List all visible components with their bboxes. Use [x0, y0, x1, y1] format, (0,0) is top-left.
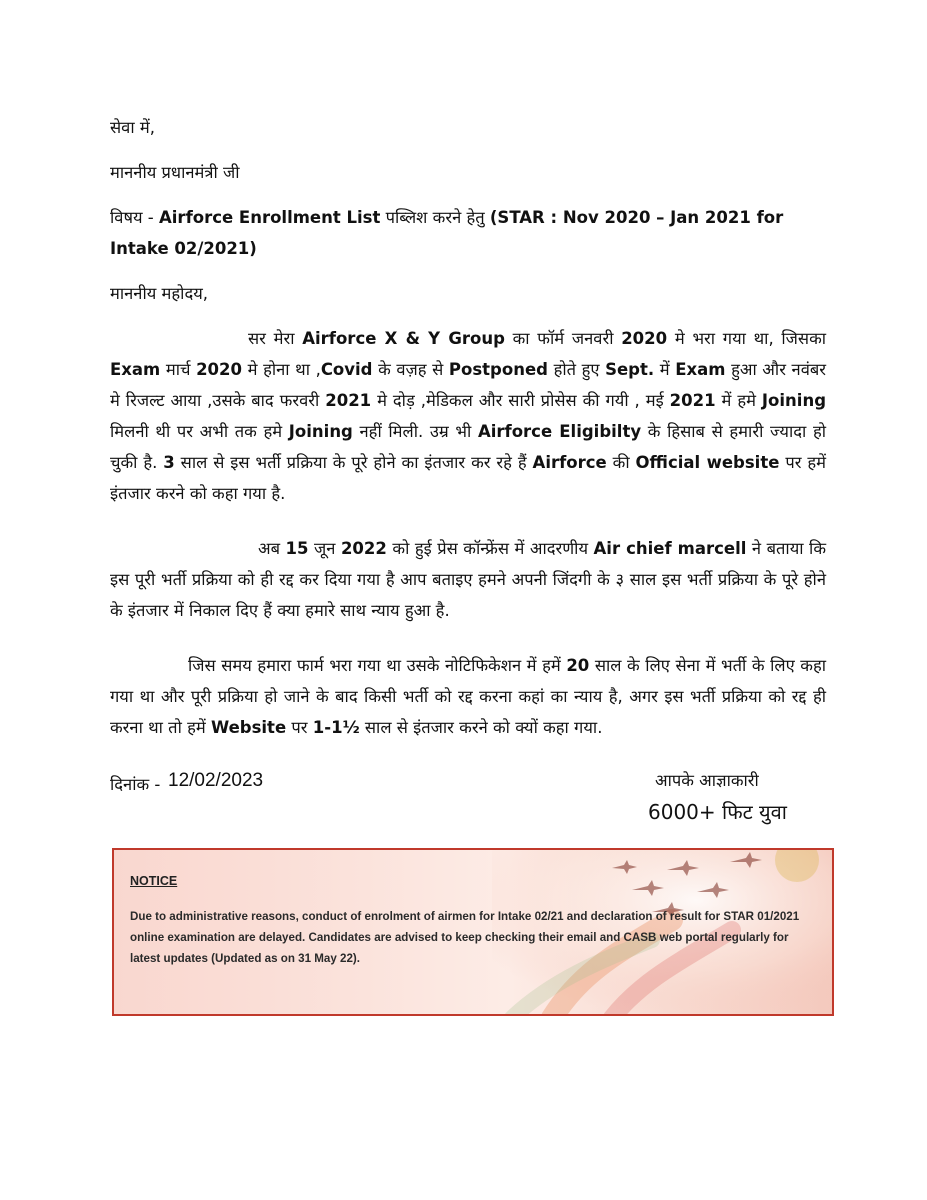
p1-t3: मे भरा गया था, जिसका	[667, 329, 827, 348]
p1-b4: 2020	[196, 360, 243, 379]
addressee: माननीय प्रधानमंत्री जी	[110, 163, 240, 182]
p2-t3: को हुई प्रेस कॉन्फ्रेंस में आदरणीय	[386, 539, 594, 558]
p1-b3: Exam	[110, 360, 161, 379]
p1-b12: Joining	[288, 422, 353, 441]
p2-b2: 2022	[340, 539, 387, 558]
p1-t17: पर हमें इंतजार करने को कहा गया है.	[110, 453, 827, 503]
p3-t2: साल के लिए सेना में भर्ती के लिए कहा गया था और पूरी प्रक्रिया हो जाने के बाद किसी भर्ती को रद्द करना कहां का न्याय है, अगर इस भर्ती प्रक्रिया को रद्द ही करना था तो हमें	[110, 656, 826, 737]
p3-b1: 20	[566, 656, 590, 675]
p1-t6: के वज़ह से	[372, 360, 449, 379]
notice-title: NOTICE	[130, 874, 178, 888]
p1-t8: में	[654, 360, 676, 379]
notice-text: Due to administrative reasons, conduct of enrolment of airmen for Intake 02/21 and declaration of result for STAR 01/2021 online examination are delayed. Candidates are advised to keep checking their email and CASB web portal regularly for latest updates (Updated as on 31 May 22).	[130, 910, 800, 965]
p1-t9: हुआ और नवंबर मे रिजल्ट आया ,उसके बाद फरवरी	[110, 360, 827, 410]
signoff: आपके आज्ञाकारी	[655, 771, 759, 790]
greeting: माननीय महोदय,	[110, 284, 209, 303]
p1-t15: साल से इस भर्ती प्रक्रिया के पूरे होने का इंतजार कर रहे हैं	[174, 453, 533, 472]
p1-b7: Sept.	[605, 360, 655, 379]
paragraph-1	[110, 323, 826, 509]
salutation-top: सेवा में,	[110, 118, 155, 137]
p2-b1: 15	[285, 539, 309, 558]
p1-t2: का फॉर्म जनवरी	[504, 329, 622, 348]
p1-b9: 2021	[325, 391, 372, 410]
subject-bold-2: (STAR : Nov 2020 – Jan 2021 for Intake 02/2021)	[110, 208, 784, 258]
date-value: 12/02/2023	[168, 770, 264, 791]
paragraph-3	[110, 650, 826, 743]
date-label: दिनांक -	[110, 775, 161, 794]
paragraph-2	[110, 533, 826, 626]
p1-t11: में हमे	[715, 391, 762, 410]
p1-b10: 2021	[669, 391, 716, 410]
p1-b5: Covid	[320, 360, 373, 379]
p1-t14: के हिसाब से हमारी ज्यादा हो चुकी है.	[110, 422, 826, 472]
p1-b6: Postponed	[448, 360, 548, 379]
p1-b13: Airforce Eligibilty	[477, 422, 642, 441]
p3-b2: Website	[210, 718, 287, 737]
p2-b3: Air chief marcell	[593, 539, 747, 558]
p1-b15: Airforce	[532, 453, 607, 472]
p1-b16: Official website	[635, 453, 780, 472]
p1-b8: Exam	[675, 360, 726, 379]
p1-t1: सर मेरा	[248, 329, 303, 348]
notice-box	[112, 848, 834, 1016]
p1-b11: Joining	[761, 391, 827, 410]
p1-t5: मे होना था ,	[242, 360, 321, 379]
p3-t4: साल से इंतजार करने को क्यों कहा गया.	[359, 718, 603, 737]
p2-t1: अब	[258, 539, 286, 558]
p3-t3: पर	[286, 718, 313, 737]
p3-b3: 1-1½	[312, 718, 360, 737]
p1-t12: मिलनी थी पर अभी तक हमे	[110, 422, 289, 441]
p1-t13: नहीं मिली. उम्र भी	[352, 422, 478, 441]
subject-prefix: विषय -	[110, 208, 159, 227]
subject-bold-1: Airforce Enrollment List	[159, 208, 381, 227]
subject-line	[110, 202, 826, 264]
p1-t10: मे दोड़ ,मेडिकल और सारी प्रोसेस की गयी , मई	[371, 391, 670, 410]
p1-b2: 2020	[621, 329, 668, 348]
subject-mid: पब्लिश करने हेतु	[380, 208, 490, 227]
p1-t4: मार्च	[160, 360, 197, 379]
letter-footer	[110, 768, 830, 838]
p2-t4: ने बताया कि इस पूरी भर्ती प्रक्रिया को ही रद्द कर दिया गया है आप बताइए हमने अपनी जिंदगी के ३ साल इस भर्ती प्रक्रिया के पूरे होने के इंतजार में निकाल दिए हैं क्या हमारे साथ न्याय हुआ है.	[110, 539, 827, 620]
letter-body	[110, 112, 826, 767]
signature: 6000+ फिट युवा	[648, 800, 787, 824]
p3-t1: जिस समय हमारा फार्म भरा गया था उसके नोटिफिकेशन में हमें	[188, 656, 567, 675]
p1-t7: होते हुए	[547, 360, 606, 379]
p2-t2: जून	[308, 539, 341, 558]
p1-b14: 3	[163, 453, 175, 472]
p1-t16: की	[606, 453, 636, 472]
p1-b1: Airforce X & Y Group	[302, 329, 505, 348]
